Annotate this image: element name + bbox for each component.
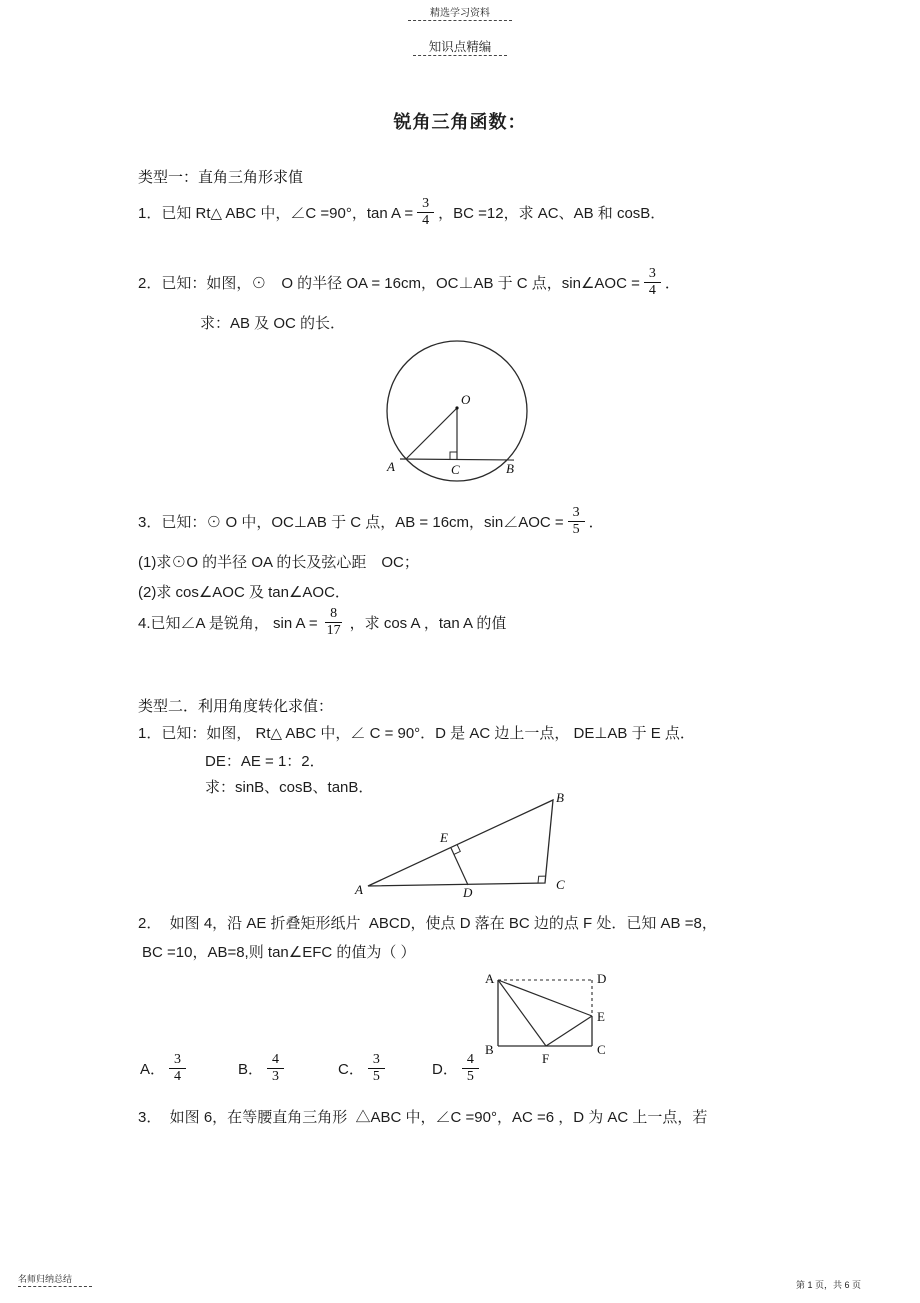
option-B-fraction: $\frac{4}{3}$ bbox=[267, 1052, 284, 1085]
label-C: C bbox=[451, 462, 460, 477]
footer-left-divider bbox=[18, 1286, 92, 1287]
segment-OA bbox=[406, 408, 457, 459]
option-D-label: D． bbox=[432, 1061, 458, 1079]
header-top bbox=[0, 4, 920, 19]
triangle-ABC bbox=[368, 800, 553, 886]
circle-diagram bbox=[372, 338, 547, 490]
q4-text-post: ，求 cos A ，tan A 的值 bbox=[349, 615, 507, 633]
header-sub-divider bbox=[413, 55, 507, 56]
option-A-fraction: $\frac{3}{4}$ bbox=[169, 1052, 186, 1085]
label-B: B bbox=[485, 1042, 494, 1057]
type1-heading: 类型一：直角三角形求值 bbox=[138, 169, 304, 186]
q2-text-pre: 2．已知：如图，⊙ O 的半径 OA = 16cm，OC⊥AB 于 C 点，sin∠AOC = bbox=[138, 275, 640, 293]
label-B: B bbox=[506, 461, 514, 476]
option-B-label: B． bbox=[238, 1061, 264, 1079]
type1-q3-sub1: (1)求⊙O 的半径 OA 的长及弦心距 OC； bbox=[138, 554, 419, 571]
page-title: 锐角三角函数： bbox=[393, 112, 527, 132]
option-C-label: C． bbox=[338, 1061, 364, 1079]
option-B bbox=[238, 1052, 288, 1085]
label-E: E bbox=[597, 1009, 605, 1024]
segment-EF bbox=[546, 1016, 592, 1046]
label-B: B bbox=[556, 790, 564, 805]
q2-text-post: ． bbox=[664, 275, 680, 293]
chord-AB bbox=[400, 459, 514, 460]
option-C-fraction: $\frac{3}{5}$ bbox=[368, 1052, 385, 1085]
rectangle-fold-diagram bbox=[484, 966, 614, 1066]
type1-q2-line1 bbox=[138, 266, 680, 299]
label-D: D bbox=[463, 885, 473, 900]
segment-AF bbox=[498, 980, 546, 1046]
q4-text-pre: 4.已知∠A 是锐角， sin A = bbox=[138, 615, 318, 633]
label-D: D bbox=[597, 971, 607, 986]
type1-q3-sub2: (2)求 cos∠AOC 及 tan∠AOC． bbox=[138, 584, 350, 601]
header-top-divider bbox=[408, 20, 512, 21]
label-C: C bbox=[597, 1042, 606, 1057]
type1-q1 bbox=[138, 196, 665, 229]
label-A: A bbox=[485, 971, 495, 986]
type2-q1-line2: DE：AE = 1：2． bbox=[205, 753, 325, 770]
footer-left: 名师归纳总结 bbox=[18, 1274, 73, 1284]
q2-fraction: $\frac{3}{4}$ bbox=[644, 266, 661, 299]
option-A-label: A． bbox=[140, 1061, 166, 1079]
label-A: A bbox=[355, 882, 363, 897]
segment-DE bbox=[451, 848, 468, 885]
footer-right: 第 1 页，共 6 页 bbox=[796, 1280, 862, 1290]
type2-q1-line1: 1．已知：如图， Rt△ ABC 中，∠ C = 90°．D 是 AC 边上一点， DE⊥AB 于 E 点． bbox=[138, 725, 695, 742]
type1-q4 bbox=[138, 606, 506, 639]
header-sub bbox=[0, 37, 920, 55]
header-top-text: 精选学习资料 bbox=[430, 8, 490, 19]
type2-q2-line1: 2． 如图 4，沿 AE 折叠矩形纸片 ABCD，使点 D 落在 BC 边的点 F 处．已知 AB =8， bbox=[138, 915, 717, 932]
option-D-fraction: $\frac{4}{5}$ bbox=[462, 1052, 479, 1085]
type1-q2-line2: 求：AB 及 OC 的长． bbox=[200, 315, 346, 332]
type1-q3 bbox=[138, 505, 604, 538]
option-A bbox=[140, 1052, 190, 1085]
q3-text-post: ． bbox=[588, 514, 604, 532]
q1-text-post: ，BC =12，求 AC、AB 和 cosB． bbox=[438, 205, 666, 223]
label-O: O bbox=[461, 392, 471, 407]
label-E: E bbox=[440, 830, 448, 845]
q3-fraction: $\frac{3}{5}$ bbox=[568, 505, 585, 538]
type2-q1-line3: 求：sinB、cosB、tanB． bbox=[205, 779, 374, 796]
right-angle-mark-E bbox=[454, 845, 460, 854]
page-title-row bbox=[0, 108, 920, 134]
q4-fraction: $\frac{8}{17}$ bbox=[326, 606, 341, 639]
right-angle-mark-C bbox=[450, 452, 457, 459]
point-O bbox=[455, 406, 458, 409]
q1-fraction: $\frac{3}{4}$ bbox=[417, 196, 434, 229]
type2-q2-line2: BC =10，AB=8,则 tan∠EFC 的值为（ ） bbox=[142, 944, 416, 961]
triangle-diagram bbox=[355, 790, 570, 898]
label-F: F bbox=[542, 1051, 550, 1066]
header-sub-text: 知识点精编 bbox=[428, 40, 492, 54]
q1-text-pre: 1．已知 Rt△ ABC 中，∠C =90°，tan A = bbox=[138, 205, 414, 223]
type2-heading: 类型二．利用角度转化求值： bbox=[138, 698, 334, 715]
option-D bbox=[432, 1052, 483, 1085]
label-A: A bbox=[387, 459, 395, 474]
q3-text-pre: 3．已知：⊙ O 中，OC⊥AB 于 C 点，AB = 16cm，sin∠AOC = bbox=[138, 514, 564, 532]
fold-line-AE bbox=[498, 980, 592, 1016]
option-C bbox=[338, 1052, 389, 1085]
type2-q3: 3． 如图 6，在等腰直角三角形 △ABC 中，∠C =90°，AC =6 ，D 为 AC 上一点，若 bbox=[138, 1109, 708, 1126]
label-C: C bbox=[556, 877, 565, 892]
